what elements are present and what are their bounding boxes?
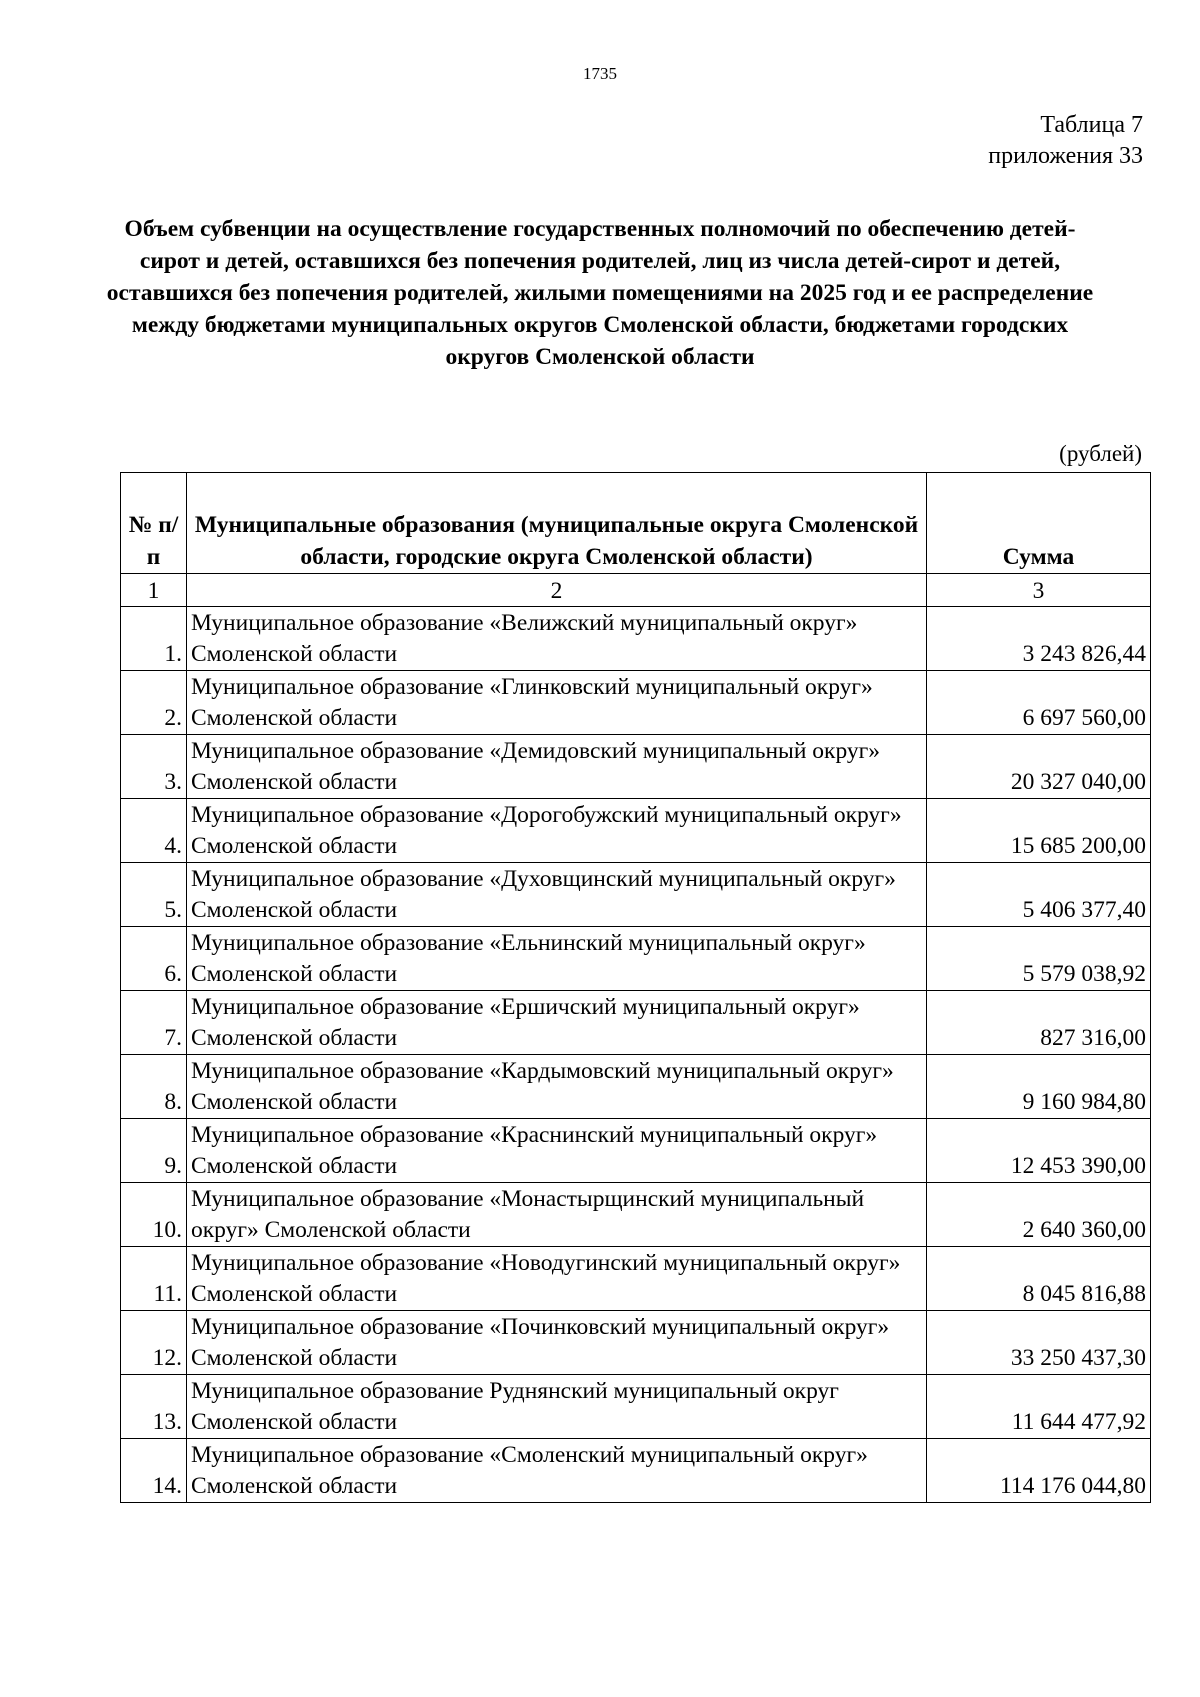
table-row <box>121 735 1151 799</box>
table-row <box>121 1439 1151 1503</box>
annex-label: приложения 33 <box>988 143 1143 169</box>
column-number: 3 <box>927 574 1151 607</box>
row-sum: 5 579 038,92 <box>927 927 1151 991</box>
table-row <box>121 607 1151 671</box>
row-sum: 2 640 360,00 <box>927 1183 1151 1247</box>
row-number: 4. <box>121 799 187 863</box>
row-number: 10. <box>121 1183 187 1247</box>
row-sum: 15 685 200,00 <box>927 799 1151 863</box>
table-row <box>121 1183 1151 1247</box>
header-name: Муниципальные образования (муниципальные округа Смоленской области, городские округа Смоленской области) <box>187 473 927 574</box>
row-number: 7. <box>121 991 187 1055</box>
row-sum: 12 453 390,00 <box>927 1119 1151 1183</box>
table-row <box>121 927 1151 991</box>
municipality-name: Муниципальное образование «Ершичский муниципальный округ» Смоленской области <box>187 991 927 1055</box>
table-row <box>121 1311 1151 1375</box>
municipality-name: Муниципальное образование «Кардымовский муниципальный округ» Смоленской области <box>187 1055 927 1119</box>
municipality-name: Муниципальное образование «Смоленский муниципальный округ» Смоленской области <box>187 1439 927 1503</box>
row-number: 8. <box>121 1055 187 1119</box>
document-title: Объем субвенции на осуществление государственных полномочий по обеспечению детей-сирот и детей, оставшихся без попечения родителей, лиц из числа детей-сирот и детей, оставшихся без попечения родителей, жилыми помещениями на 2025 год и ее распределение между бюджетами муниципальных округов Смоленской области, бюджетами городских округов Смоленской области <box>106 216 1094 370</box>
row-sum: 11 644 477,92 <box>927 1375 1151 1439</box>
municipality-name: Муниципальное образование «Демидовский муниципальный округ» Смоленской области <box>187 735 927 799</box>
row-number: 14. <box>121 1439 187 1503</box>
row-sum: 8 045 816,88 <box>927 1247 1151 1311</box>
row-number: 11. <box>121 1247 187 1311</box>
row-sum: 20 327 040,00 <box>927 735 1151 799</box>
row-sum: 33 250 437,30 <box>927 1311 1151 1375</box>
row-number: 2. <box>121 671 187 735</box>
table-row <box>121 1247 1151 1311</box>
page-number: 1735 <box>583 64 617 83</box>
table-row <box>121 863 1151 927</box>
table-label: Таблица 7 <box>1040 112 1143 138</box>
municipality-name: Муниципальное образование «Велижский муниципальный округ» Смоленской области <box>187 607 927 671</box>
units-label: (рублей) <box>1059 441 1142 466</box>
row-number: 3. <box>121 735 187 799</box>
table-row <box>121 1375 1151 1439</box>
municipality-name: Муниципальное образование «Духовщинский муниципальный округ» Смоленской области <box>187 863 927 927</box>
municipality-name: Муниципальное образование «Краснинский муниципальный округ» Смоленской области <box>187 1119 927 1183</box>
municipality-name: Муниципальное образование «Глинковский муниципальный округ» Смоленской области <box>187 671 927 735</box>
table-body <box>121 607 1151 1503</box>
column-number: 2 <box>187 574 927 607</box>
column-number: 1 <box>121 574 187 607</box>
row-number: 1. <box>121 607 187 671</box>
municipality-name: Муниципальное образование Руднянский муниципальный округ Смоленской области <box>187 1375 927 1439</box>
header-number: № п/п <box>121 473 187 574</box>
municipality-name: Муниципальное образование «Дорогобужский муниципальный округ» Смоленской области <box>187 799 927 863</box>
row-sum: 827 316,00 <box>927 991 1151 1055</box>
row-sum: 3 243 826,44 <box>927 607 1151 671</box>
row-number: 12. <box>121 1311 187 1375</box>
municipality-name: Муниципальное образование «Новодугинский муниципальный округ» Смоленской области <box>187 1247 927 1311</box>
table-row <box>121 1119 1151 1183</box>
row-sum: 5 406 377,40 <box>927 863 1151 927</box>
row-number: 9. <box>121 1119 187 1183</box>
row-number: 13. <box>121 1375 187 1439</box>
column-number-row <box>121 574 1151 607</box>
table-row <box>121 799 1151 863</box>
row-number: 5. <box>121 863 187 927</box>
table-row <box>121 1055 1151 1119</box>
table-row <box>121 671 1151 735</box>
municipality-name: Муниципальное образование «Монастырщинский муниципальный округ» Смоленской области <box>187 1183 927 1247</box>
municipality-name: Муниципальное образование «Починковский муниципальный округ» Смоленской области <box>187 1311 927 1375</box>
header-sum: Сумма <box>927 473 1151 574</box>
table-row <box>121 991 1151 1055</box>
row-sum: 114 176 044,80 <box>927 1439 1151 1503</box>
municipality-name: Муниципальное образование «Ельнинский муниципальный округ» Смоленской области <box>187 927 927 991</box>
row-number: 6. <box>121 927 187 991</box>
table-label-block <box>988 110 1143 172</box>
row-sum: 6 697 560,00 <box>927 671 1151 735</box>
subvention-table <box>120 472 1151 1503</box>
row-sum: 9 160 984,80 <box>927 1055 1151 1119</box>
table-header-row <box>121 473 1151 574</box>
